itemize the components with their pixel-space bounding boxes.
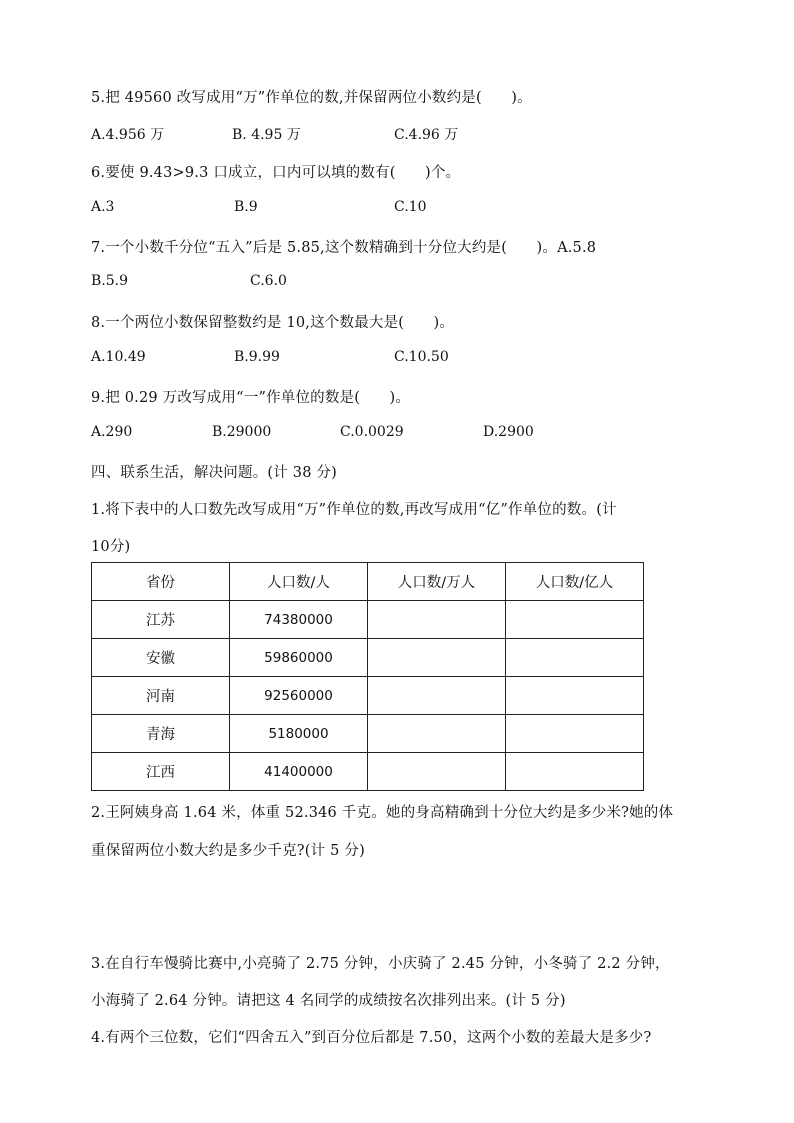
q5-option-a: A.4.956 万: [91, 127, 165, 143]
problem-4-line-1: 4.有两个三位数，它们“四舍五入”到百分位后都是 7.50，这两个小数的差最大是多少?: [91, 1030, 652, 1046]
answer-cell-yi: [506, 715, 644, 753]
table-row: [92, 715, 644, 753]
header-population: 人口数/人: [230, 563, 368, 601]
problem-1-line-2: 10分): [91, 539, 131, 555]
answer-cell-wan: [368, 639, 506, 677]
header-population-wan: 人口数/万人: [368, 563, 506, 601]
q8-option-b: B.9.99: [234, 349, 280, 365]
province-cell: 江苏: [92, 601, 230, 639]
question-5: 5.把 49560 改写成用“万”作单位的数,并保留两位小数约是( )。: [91, 90, 532, 106]
q5-option-b: B. 4.95 万: [232, 127, 301, 143]
population-cell: 92560000: [230, 677, 368, 715]
answer-cell-yi: [506, 677, 644, 715]
q5-option-c: C.4.96 万: [394, 127, 459, 143]
header-population-yi: 人口数/亿人: [506, 563, 644, 601]
answer-cell-yi: [506, 601, 644, 639]
table-header-row: [92, 563, 644, 601]
answer-cell-yi: [506, 753, 644, 791]
population-table: [91, 562, 644, 791]
question-9: 9.把 0.29 万改写成用“一”作单位的数是( )。: [91, 390, 411, 406]
q6-option-a: A.3: [91, 199, 115, 215]
answer-cell-wan: [368, 677, 506, 715]
q6-option-c: C.10: [394, 199, 427, 215]
q9-option-c: C.0.0029: [340, 424, 404, 440]
population-cell: 5180000: [230, 715, 368, 753]
table-row: [92, 677, 644, 715]
q9-option-d: D.2900: [483, 424, 534, 440]
problem-3-line-2: 小海骑了 2.64 分钟。请把这 4 名同学的成绩按名次排列出来。(计 5 分): [91, 993, 566, 1009]
answer-cell-yi: [506, 639, 644, 677]
q8-option-c: C.10.50: [394, 349, 449, 365]
section-title: 四、联系生活，解决问题。(计 38 分): [91, 465, 337, 481]
answer-cell-wan: [368, 753, 506, 791]
question-7: 7.一个小数千分位“五入”后是 5.85,这个数精确到十分位大约是( )。A.5.8: [91, 240, 597, 256]
problem-2-line-2: 重保留两位小数大约是多少千克?(计 5 分): [91, 843, 365, 859]
answer-cell-wan: [368, 715, 506, 753]
population-cell: 74380000: [230, 601, 368, 639]
answer-cell-wan: [368, 601, 506, 639]
table-row: [92, 639, 644, 677]
q9-option-b: B.29000: [212, 424, 272, 440]
problem-3-line-1: 3.在自行车慢骑比赛中,小亮骑了 2.75 分钟，小庆骑了 2.45 分钟，小冬骑了 2.2 分钟，: [91, 956, 670, 972]
q9-option-a: A.290: [91, 424, 133, 440]
problem-2-line-1: 2.王阿姨身高 1.64 米，体重 52.346 千克。她的身高精确到十分位大约是多少米?她的体: [91, 805, 674, 821]
table-row: [92, 601, 644, 639]
q8-option-a: A.10.49: [91, 349, 146, 365]
population-cell: 59860000: [230, 639, 368, 677]
q6-option-b: B.9: [234, 199, 258, 215]
province-cell: 青海: [92, 715, 230, 753]
province-cell: 河南: [92, 677, 230, 715]
table-row: [92, 753, 644, 791]
problem-1-line-1: 1.将下表中的人口数先改写成用“万”作单位的数,再改写成用“亿”作单位的数。(计: [91, 502, 617, 518]
header-province: 省份: [92, 563, 230, 601]
question-6: 6.要使 9.43>9.3 口成立，口内可以填的数有( )个。: [91, 165, 461, 181]
population-cell: 41400000: [230, 753, 368, 791]
q7-option-b: B.5.9: [91, 273, 129, 289]
question-8: 8.一个两位小数保留整数约是 10,这个数最大是( )。: [91, 315, 455, 331]
q7-option-c: C.6.0: [250, 273, 287, 289]
province-cell: 江西: [92, 753, 230, 791]
province-cell: 安徽: [92, 639, 230, 677]
